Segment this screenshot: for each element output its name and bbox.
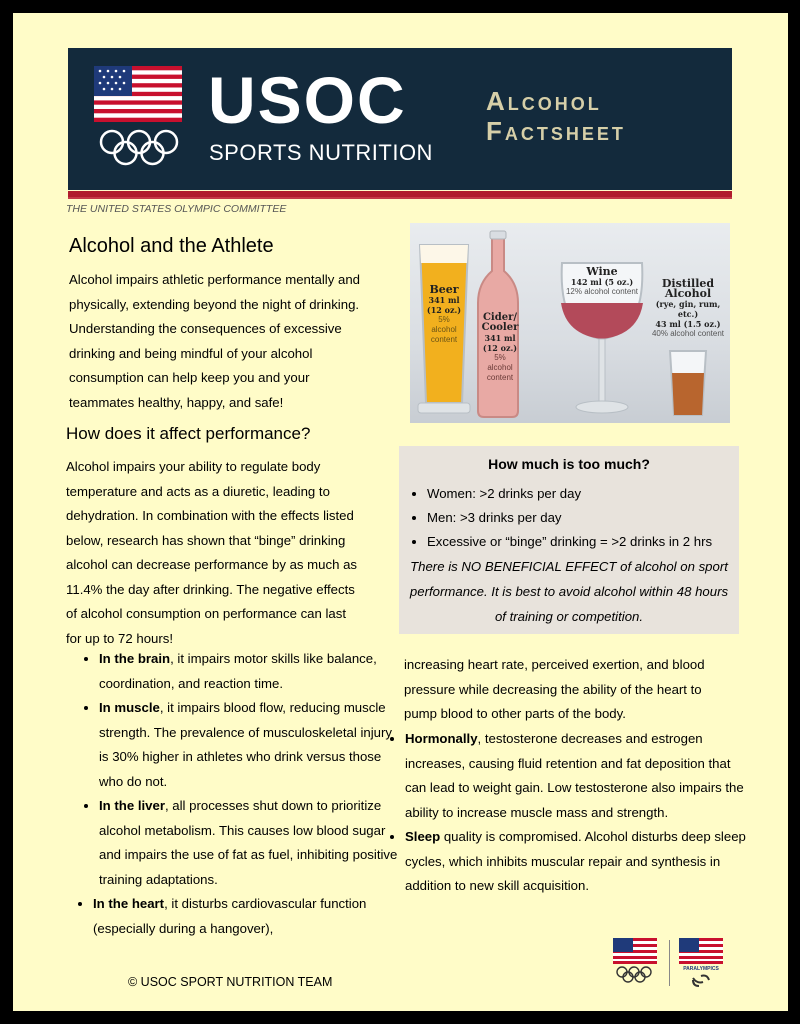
effect-bold: In the brain xyxy=(99,651,171,666)
text-line: alcohol can decrease performance by as much as xyxy=(66,557,358,572)
how-much-box xyxy=(399,446,739,634)
beer-name: Beer xyxy=(429,283,459,296)
spirit-name1: Distilled xyxy=(661,277,715,290)
cider-pct: 5% xyxy=(494,353,506,362)
olympic-flag-logo-icon xyxy=(613,938,661,988)
effect-text: , it impairs motor skills like balance, coordination, and reaction time. xyxy=(99,651,377,691)
wine-ml: 142 ml (5 oz.) xyxy=(570,277,634,287)
effect-text: , it impairs blood flow, reducing muscle strength. The prevalence of musculoskeletal injury is 30% higher in athletes who drink versus those who do not. xyxy=(99,700,392,789)
header-stripe-thin xyxy=(68,197,732,199)
effect-item-sleep xyxy=(405,825,755,899)
note-line: performance. It is best to avoid alcohol within 48 hours xyxy=(409,584,729,599)
beer-l2: content xyxy=(430,335,458,344)
spirit-ml: 43 ml (1.5 oz.) xyxy=(655,319,721,329)
cider-name1: Cider/ xyxy=(482,312,518,323)
text-line: dehydration. In combination with the effects listed xyxy=(66,508,354,523)
cider-l1: alcohol xyxy=(487,363,513,372)
paralympics-label: PARALYMPICS xyxy=(683,966,719,972)
wine-label xyxy=(562,267,642,297)
right-effects-list xyxy=(385,727,755,899)
standard-drinks-illustration xyxy=(410,223,730,423)
factsheet-title-line2: Factsheet xyxy=(486,116,626,146)
effect-bold: Sleep xyxy=(405,829,441,844)
effect-text: quality is compromised. Alcohol disturbs deep sleep cycles, which inhibits muscular repair and synthesis in addition to new skill acquisition. xyxy=(405,829,746,893)
text-line: Alcohol impairs athletic performance mentally and xyxy=(69,272,360,287)
spirit-pct: 40% alcohol content xyxy=(651,329,725,338)
effect-text: , it disturbs cardiovascular function (especially during a hangover), xyxy=(93,896,367,936)
effect-bold: In the heart xyxy=(93,896,165,911)
beer-label xyxy=(424,285,464,345)
note-line: of training or competition. xyxy=(494,609,644,624)
section2-title: How does it affect performance? xyxy=(66,424,311,443)
box-item: • Women: >2 drinks per day xyxy=(427,482,712,506)
text-line: temperature and acts as a diuretic, leading to xyxy=(66,483,330,499)
effect-item-liver xyxy=(99,794,404,892)
org-label: THE UNITED STATES OLYMPIC COMMITTEE xyxy=(66,203,287,215)
footer-credit: © USOC SPORT NUTRITION TEAM xyxy=(128,975,333,989)
cider-oz: (12 oz.) xyxy=(482,343,518,353)
box-item: • Excessive or “binge” drinking = >2 drinks in 2 hrs xyxy=(427,530,712,554)
text-line: Alcohol impairs your ability to regulate body xyxy=(66,459,321,474)
note-line: There is NO BENEFICIAL EFFECT of alcohol on sport xyxy=(410,559,728,574)
spirit-label xyxy=(646,279,730,339)
cider-ml: 341 ml xyxy=(484,333,516,343)
text-line: teammates healthy, happy, and safe! xyxy=(69,394,284,410)
effect-text: , testosterone decreases and estrogen increases, causing fluid retention and fat deposition that can lead to weight gain. Low testosterone also impairs the ability to increase muscle mass and strength. xyxy=(405,731,744,820)
wine-name: Wine xyxy=(586,265,618,278)
text-line: below, research has shown that “binge” drinking xyxy=(66,532,346,548)
heart-continuation: increasing heart rate, perceived exertion, and blood pressure while decreasing the ability of the heart to pump blood to other parts of the body. xyxy=(404,657,705,721)
text-line: consumption can help keep you and your xyxy=(69,370,310,385)
logo-divider xyxy=(669,940,670,986)
left-effects-list xyxy=(79,647,404,941)
box-title: How much is too much? xyxy=(488,456,650,472)
usoc-logo-text: USOC xyxy=(208,63,407,137)
factsheet-title-line1: Alcohol xyxy=(486,86,602,116)
beer-l1: alcohol xyxy=(431,325,457,334)
effect-item-hormones xyxy=(405,727,755,825)
factsheet-title xyxy=(486,86,626,146)
effect-item-muscle xyxy=(99,696,404,794)
section1-paragraph xyxy=(69,268,360,415)
box-item: • Men: >3 drinks per day xyxy=(427,506,712,530)
wine-pct: 12% alcohol content xyxy=(565,287,639,296)
header-banner xyxy=(68,48,732,190)
spirit-types: (rye, gin, rum, etc.) xyxy=(655,299,721,319)
spirit-name2: Alcohol xyxy=(664,287,712,300)
text-line: for up to 72 hours! xyxy=(66,630,174,646)
effect-item-heart xyxy=(93,892,404,941)
cider-l2: content xyxy=(486,373,514,382)
cider-label xyxy=(480,313,520,383)
effect-item-brain xyxy=(99,647,404,696)
text-line: physically, extending beyond the night of drinking. xyxy=(69,296,360,312)
text-line: Understanding the consequences of excessive xyxy=(69,321,342,336)
section1-title: Alcohol and the Athlete xyxy=(69,235,274,257)
cider-name2: Cooler xyxy=(481,322,519,333)
sports-nutrition-text: SPORTS NUTRITION xyxy=(209,140,433,165)
box-list xyxy=(407,482,712,554)
us-flag-icon xyxy=(94,66,182,122)
box-note xyxy=(399,554,739,629)
effect-text: , all processes shut down to prioritize alcohol metabolism. This causes low blood sugar and impairs the use of fat as fuel, inhibiting positive training adaptations. xyxy=(99,798,398,887)
effect-bold: In muscle xyxy=(99,700,160,715)
beer-oz: (12 oz.) xyxy=(426,305,462,315)
effect-bold: Hormonally xyxy=(405,731,478,746)
text-line: drinking and being mindful of your alcohol xyxy=(69,345,313,361)
text-line: of alcohol consumption on performance can last xyxy=(66,606,347,621)
beer-ml: 341 ml xyxy=(428,295,460,305)
olympic-rings-icon xyxy=(98,128,180,168)
factsheet-page xyxy=(13,13,788,1011)
section2-paragraph xyxy=(66,455,357,651)
text-line: 11.4% the day after drinking. The negative effects xyxy=(66,581,355,597)
beer-pct: 5% xyxy=(438,315,450,324)
effect-bold: In the liver xyxy=(99,798,165,813)
